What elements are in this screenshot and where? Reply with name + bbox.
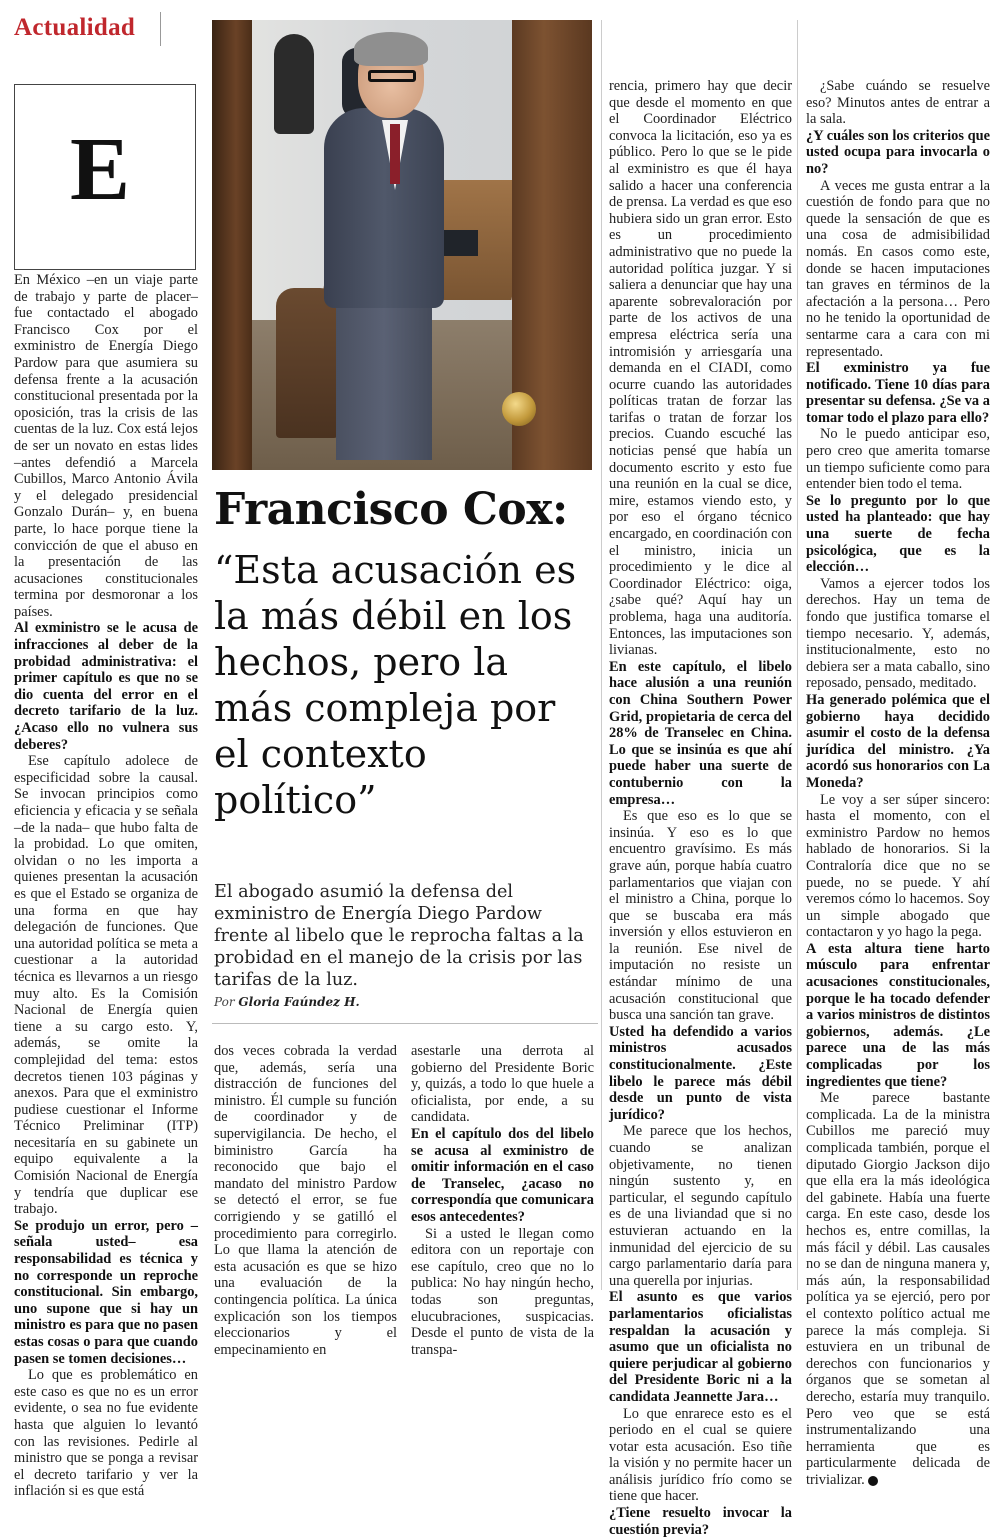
photo-subject-glasses (368, 70, 416, 82)
paragraph: En México –en un viaje parte de trabajo y parte de placer– fue contactado el abogado Francisco Cox por el exministro de Energía Diego Pardow para que asumiera su defensa frente a la acusación constitucional presentada por la oposición, tras la crisis de las cuentas de la luz. Cox está lejos de ser un novato en estas lides –antes defendió a Marcela Cubillos, Marco Antonio Ávila y el delegado presidencial Gonzalo Durán– y, en buena parte, lo hace porque tiene la convicción de que el abuso en la presentación de las acusaciones constitucionales termina por desmoronar a los países. (14, 272, 198, 620)
dropcap-box (14, 84, 196, 270)
paragraph: dos veces cobrada la verdad que, además, sería una distracción de funciones del ministro. Él cumple su función de coordinador y de supervigilancia. De hecho, el biministro García ha reconocido que bajo el mandato del ministro Pardow se detectó el error, se fue corrigiendo y se gatilló el procedimiento para corregirlo. Lo que llama la atención de esta acusación es que se hizo una evaluación de la contingencia política. La única explicación son los tiempos eleccionarios y el empecinamiento en (214, 1043, 397, 1358)
article-column-4 (609, 78, 792, 1538)
photo-door-knob (502, 392, 536, 426)
paragraph: Si a usted le llegan como editora con un reportaje con ese capítulo, creo que no lo publica: No hay ningún hecho, todas son preguntas, elucubraciones, suspicacias. Desde el punto de vista de la transpa- (411, 1225, 594, 1358)
portrait-photo (212, 20, 592, 470)
pull-quote: “Esta acusación es la más débil en los hechos, pero la más compleja por el contexto político” (214, 548, 577, 822)
paragraph: Le voy a ser súper sincero: hasta el momento, con el exministro Pardow no hemos hablado de honorarios. Si la Contraloría dice que no se puede, no se puede. Y ahí veremos cómo lo hacemos. Soy un simple abogado que contactaron y yo hago la pega. (806, 791, 990, 941)
article-column-2 (214, 1043, 397, 1358)
deck-summary: El abogado asumió la defensa del exministro de Energía Diego Pardow frente al libelo que le reprocha faltas a la probidad en el manejo de la crisis por las tarifas de la luz. (214, 882, 584, 990)
interview-question: Se lo pregunto por lo que usted ha planteado: que hay una suerte de fecha psicológica, que es la elección… (806, 492, 990, 576)
paragraph: ¿Sabe cuándo se resuelve eso? Minutos antes de entrar a la sala. (806, 78, 990, 128)
byline-prefix: Por (214, 995, 235, 1009)
interview-question: Ha generado polémica que el gobierno haya decidido asumir el costo de la defensa jurídica del ministro. ¿Ya acordó sus honorarios con La Moneda? (806, 691, 990, 791)
paragraph: Ese capítulo adolece de especificidad sobre la causal. Se invocan principios como eficiencia y eficacia y se señala –de la nada– que hubo falta de la probidad. Lo que omiten, olvidan o no les importa a quienes presentan la acusación es que el Estado se organiza de una forma en que hay delegación de funciones. Que una autoridad política se meta a cuestionar a la autoridad técnica es llevarnos a un riesgo muy alto. Es la Comisión Nacional de Energía quien tiene a su cargo esto. Y, además, se omite la complejidad del tema: estos decretos tienen 103 páginas y anexos. Para que el exministro pudiese cuestionar el Informe Técnico Preliminar (ITP) necesitaría en su gabinete un equipo equivalente a la Comisión Nacional de Energía y tendría que duplicar ese trabajo. (14, 753, 198, 1218)
byline-divider (212, 1023, 598, 1024)
byline-author: Gloria Faúndez H. (238, 995, 360, 1009)
paragraph: No le puedo anticipar eso, pero creo que amerita tomarse un tiempo suficiente como para entender bien todo el tema. (806, 426, 990, 493)
photo-chair (276, 288, 338, 438)
paragraph: Me parece bastante complicada. La de la ministra Cubillos me pareció muy complicada también, porque el diputado Giorgio Jackson dijo que ella era la más ideológica del gabinete. Había una fuerte carga. En este caso, desde los hechos es, entre comillas, la más fácil y débil. Las causales no se dan de ninguna manera y, más aún, la responsabilidad política ya se ejerció, pero por el contexto político actual me parece la más compleja. Si estuviera en un tribunal de derechos con funcionarios y órganos que se sometan al derecho, estaría muy tranquilo. Pero veo que se está instrumentalizando una herramienta que es particularmente delicada de trivializar. (806, 1090, 990, 1488)
article-column-1 (14, 272, 198, 1500)
interview-question: ¿Y cuáles son los criterios que usted ocupa para invocarla o no? (806, 127, 990, 177)
photo-background-person (274, 34, 314, 134)
paragraph: Es que eso es lo que se insinúa. Y eso es lo que encuentro gravísimo. Es más grave aún, porque había cuatro parlamentarios que viajan con el ministro a China, porque lo que se buscaba era más inversión y ellos estuvieron en la reunión. Ese nivel de imputación no resiste un estándar mínimo de una acusación constitucional que busca una sanción tan grave. (609, 808, 792, 1024)
paragraph: asestarle una derrota al gobierno del Presidente Boric y, quizás, a todo lo que huele a oficialista, por ende, a su candidata. (411, 1043, 594, 1126)
column-divider (797, 20, 798, 1290)
section-divider (160, 12, 161, 46)
paragraph: Me parece que los hechos, cuando se analizan objetivamente, no tienen ningún sustento y, en particular, el segundo capítulo es de una liviandad que si no estuvieran actuando en la inmunidad del ejercicio de su cargo parlamentario daría para una querella por injurias. (609, 1123, 792, 1289)
interview-question: El asunto es que varios parlamentarios oficialistas respaldan la acusación y asumo que un oficialista no quiere perjudicar al gobierno del Presidente Boric ni a la candidata Jeannette Jara… (609, 1289, 792, 1405)
column-divider (601, 20, 602, 1290)
paragraph: A veces me gusta entrar a la cuestión de fondo para que no quede la sensación de que es una cosa de admisibilidad nomás. En casos como este, donde se hacen imputaciones tan graves en términos de la afectación a la persona… Pero no he tenido la oportunidad de sentarme cara a cara con mi representado. (806, 177, 990, 360)
interview-question: Usted ha defendido a varios ministros acusados constitucionalmente. ¿Este libelo le parece más débil desde un punto de vista jurídico? (609, 1023, 792, 1123)
dropcap-letter: E (70, 120, 131, 219)
section-label: Actualidad (14, 14, 136, 41)
end-mark-icon (868, 1476, 878, 1486)
photo-subject-jacket (324, 108, 444, 308)
photo-laptop (444, 230, 478, 256)
paragraph: rencia, primero hay que decir que desde el momento en que el Coordinador Eléctrico convoca la licitación, eso ya es público. Pero lo que se le pide al exministro es que él haya salido a hacer una conferencia de prensa. La verdad es que eso hubiera sido un gran error. Esto es un procedimiento administrativo que no puede la autoridad política juzgar. Y si saliera a denunciar que hay una aparente sobrevaloración por parte de los activos de una empresa eléctrica sería una intromisión y arriesgaría una demanda en el CIADI, como ocurre cuando las autoridades políticas tratan de forzar las tarifas o tratan de forzar los precios. Cuando escuché las noticias pensé que había un documento escrito y esto fue una reunión en la cual se dice, mire, estamos viendo esto, y por eso el órgano técnico encargado, en coordinación con el ministro, inicia un procedimiento y le dice al Coordinador Eléctrico: oiga, ¿sabe qué? Aquí hay un problema, haga una auditoría. Entonces, las imputaciones son livianas. (609, 78, 792, 659)
interview-question: En el capítulo dos del libelo se acusa al exministro de omitir información en el caso de Transelec, ¿acaso no correspondía que comunicara esos antecedentes? (411, 1125, 594, 1225)
paragraph: Lo que enrarece esto es el periodo en el cual se quiere votar esta acusación. Eso tiñe la visión y no permite hacer un análisis jurídico frío como se tiene que hacer. (609, 1405, 792, 1505)
byline (214, 995, 360, 1009)
photo-subject-hair (354, 32, 428, 66)
paragraph: Vamos a ejercer todos los derechos. Hay un tema de fondo que justifica tomarse el tiempo necesario. Y, además, institucionalmente, esto no debiera ser a mata caballo, sino reposado, pensado, meditado. (806, 575, 990, 692)
interview-question: Se produjo un error, pero –señala usted– esa responsabilidad es técnica y no corresponde un reproche constitucional. Sin embargo, uno supone que si hay un ministro es para que no pasen estas cosas o para que cuando pasen se tomen decisiones… (14, 1217, 198, 1367)
interview-question: En este capítulo, el libelo hace alusión a una reunión con China Southern Power Grid, propietaria de cerca del 28% de Transelec en China. Lo que se insinúa es que ahí puede haber una suerte de contubernio con la empresa… (609, 658, 792, 808)
headline: Francisco Cox: (214, 484, 568, 535)
interview-question: A esta altura tiene harto músculo para enfrentar acusaciones constitucionales, porque le ha tocado defender a varios ministros de distintos gobiernos, además. ¿Le parece una de las más complicadas por los ingredientes que tiene? (806, 940, 990, 1090)
photo-door-left (212, 20, 252, 470)
interview-question: El exministro ya fue notificado. Tiene 10 días para presentar su defensa. ¿Se va a tomar todo el plazo para ello? (806, 360, 990, 426)
interview-question: ¿Tiene resuelto invocar la cuestión previa? (609, 1505, 792, 1538)
article-column-5 (806, 78, 990, 1488)
paragraph: Lo que es problemático en este caso es que no es un error evidente, o sea no fue evidente hasta que alguien lo levantó con las revisiones. Pedirle al ministro que se ponga a revisar el decreto tarifario y ver la inflación si es que está (14, 1367, 198, 1500)
photo-subject-tie (390, 124, 400, 184)
photo-subject-legs (336, 300, 432, 460)
interview-question: Al exministro se le acusa de infracciones al deber de la probidad administrativa: el primer capítulo es que no se dio cuenta del error en el decreto tarifario de la luz. ¿Acaso ello no vulnera sus deberes? (14, 620, 198, 753)
article-column-3 (411, 1043, 594, 1358)
